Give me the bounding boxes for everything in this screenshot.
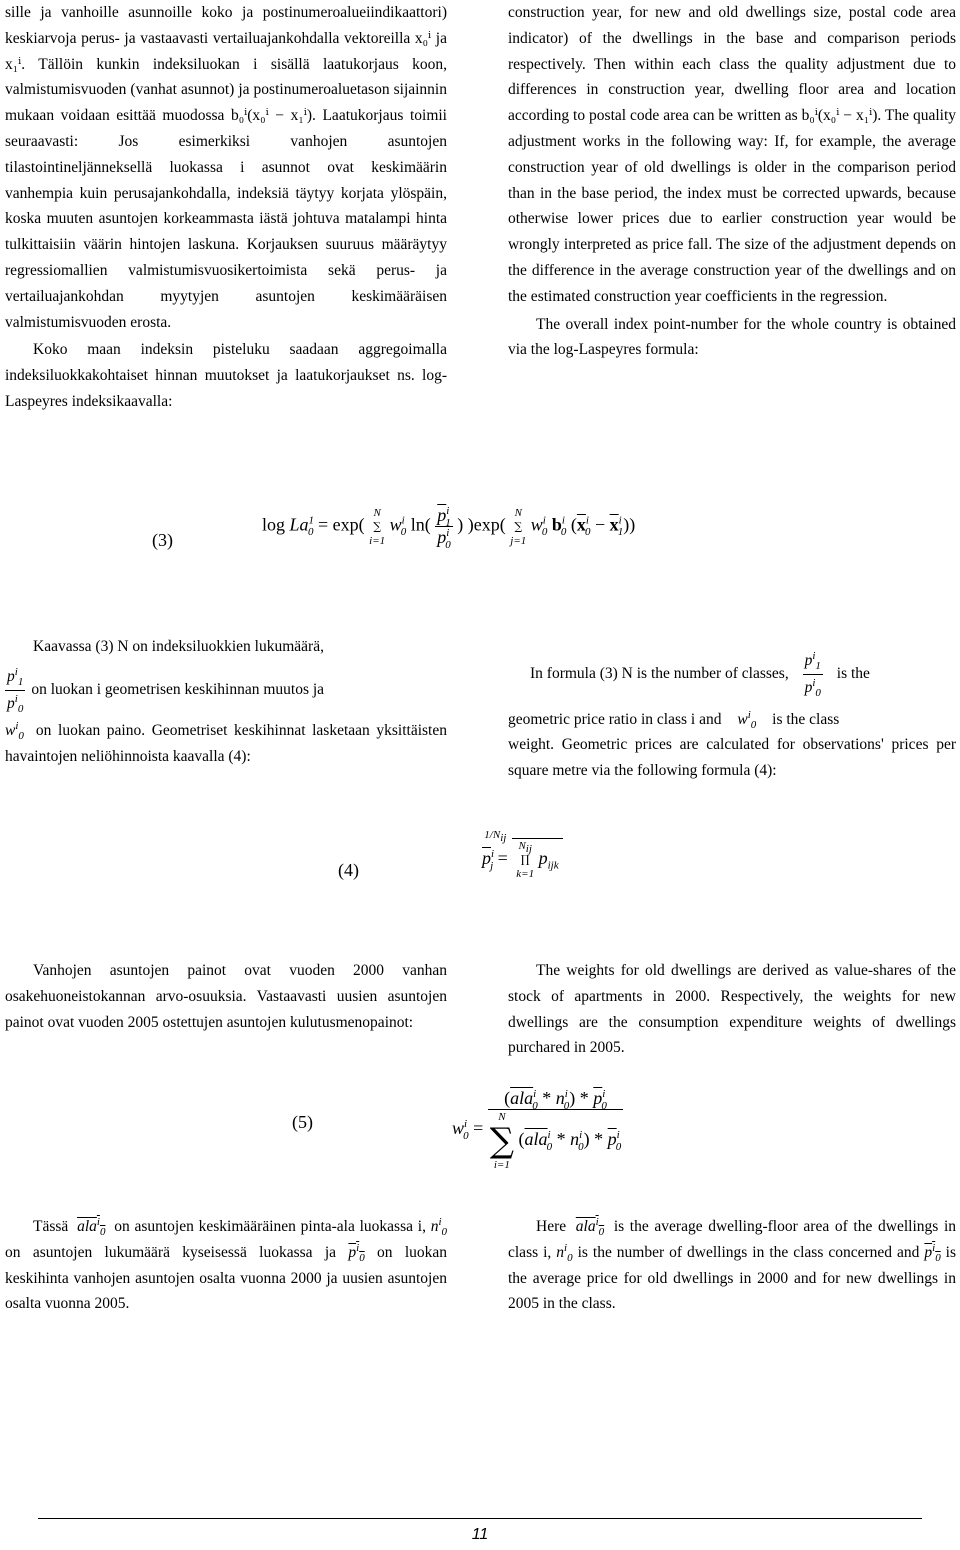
top-right-paragraph-2: The overall index point-number for the whole country is obtained via the log-Laspeyres formula: <box>508 315 956 359</box>
bottom-left-text-b: on asuntojen keskimääräinen pinta-ala luokassa i, <box>114 1218 426 1235</box>
bottom-right-text-b: is the average dwelling-floor area of the dwellings in class i, <box>508 1218 957 1261</box>
equation-4: $\overline{p}^i_j$ = $1/N_{ij}$ $N_{ij}$ ∏ k=1 $p_{ijk}$ <box>482 838 563 881</box>
bottom-left-text-a: Tässä <box>33 1218 69 1235</box>
bottom-left-column: Tässä ala$^i_0$ on asuntojen keskimääräinen pinta-ala luokassa i, $n^i_0$ on asuntojen lukumäärä kyseisessä luokassa ja $p^i_0$ on luokan keskihinta vanhojen asuntojen osalta vuonna 2000 ja uusien asuntojen osalta vuonna 2005. <box>5 1215 448 1313</box>
low-right-paragraph-1: The weights for old dwellings are derived as value-shares of the stock of apartments in 2000. Respectively, the weights for new dwellings are the consumption expenditure weights of dwellings purchared in 2005. <box>508 962 956 1057</box>
mid-right-paragraph-2: geometric price ratio in class i and <box>508 710 722 728</box>
equation-3-label: (3) <box>152 530 173 550</box>
mid-right-paragraph-1b: is the <box>836 664 870 682</box>
mid-left-paragraph-3: on luokan paino. Geometriset keskihinnat lasketaan yksittäisten havaintojen neliöhinnoista kaavalla (4): <box>5 722 447 766</box>
bottom-right-column: Here ala$^i_0$ is the average dwelling-floor area of the dwellings in class i, $n^i_0$ is the number of dwellings in the class concerned and $p^i_0$ is the average price for old dwellings in 2000 and for new dwellings in 2005 in the class. <box>508 1215 957 1313</box>
top-left-column <box>5 0 447 415</box>
sum-symbol-2: N ∑ j=1 <box>510 506 527 547</box>
bottom-left-text-d: on luokan keskihinta vanhojen asuntojen osalta vuonna 2000 ja uusien asuntojen osalta vuonna 2005. <box>5 1243 448 1313</box>
top-right-paragraph-1: construction year, for new and old dwellings size, postal code area indicator) of the dwellings in the base and comparison periods respectively. Then within each class the quality adjustment due to differences in construction year, dwelling floor area and location according to postal code area can be written as b₀ⁱ(x₀ⁱ − x₁ⁱ). The quality adjustment works in the following way: If, for example, the average construction year of old dwellings is older in the comparison period than in the base period, the index must be corrected upwards, because otherwise lower prices due to earlier construction year would be wrongly interpreted as price fall. The size of the adjustment depends on the difference in the average construction year of the dwellings and on the estimated construction year coefficients in the regression. <box>508 4 956 305</box>
mid-left-paragraph-1: Kaavassa (3) N on indeksiluokkien lukumäärä, <box>33 638 324 655</box>
equation-3: $\log La^1_0 = \exp$( N ∑ i=1 $w^i_0$ ln( $\frac{\overline{p}^i_1}{\overline{p}^i_0}$ ) )exp( N ∑ j=1 $w^i_0$ $b^i_0$ $(\overline{x}^i_0 - \overline{x}^i_1)$) <box>262 505 636 551</box>
sum-symbol: N ∑ i=1 <box>369 506 386 547</box>
bottom-right-text-d: is the average price for old dwellings in 2000 and for new dwellings in 2005 in the class. <box>508 1243 957 1313</box>
equation-5: $w^i_0$ = $(\overline{ala}^i_0 * n^i_0) * \overline{p}^i_0$ N ∑ i=1 $(\overline{ala}^i_0 * n^i_0) * \overline{p}^i_0$ <box>452 1088 622 1171</box>
equation-5-label: (5) <box>292 1112 313 1132</box>
top-left-paragraph-2: Koko maan indeksin pisteluku saadaan aggregoimalla indeksiluokkakohtaiset hinnan muutokset ja laatukorjaukset ns. log-Laspeyres indeksikaavalla: <box>5 341 447 410</box>
mid-right-column: In formula (3) N is the number of classes, $\frac{p^i_1}{p^i_0}$ is the geometric price ratio in class i and $w^i_0$ is the class weight. Geometric prices are calculated for observations' prices per square metre via the following formula (4): <box>508 648 956 784</box>
bottom-left-text-c: on asuntojen lukumäärä kyseisessä luokassa ja <box>5 1243 337 1261</box>
top-right-column <box>508 0 956 363</box>
low-left-paragraph-1: Vanhojen asuntojen painot ovat vuoden 2000 vanhan osakehuoneistokannan arvo-osuuksia. Vastaavasti uusien asuntojen painot ovat vuoden 2005 ostettujen asuntojen kulutusmenopainot: <box>5 962 447 1031</box>
page-number: 11 <box>471 1526 489 1543</box>
low-left-column <box>5 958 447 1035</box>
bottom-right-text-a: Here <box>536 1218 567 1235</box>
bottom-right-text-c: is the number of dwellings in the class concerned and <box>577 1243 920 1261</box>
top-left-paragraph-1: sille ja vanhoille asunnoille koko ja postinumeroalueiindikaattori) keskiarvoja perus- ja vastaavasti vertailuajankohdalla vektoreilla x₀ⁱ ja x₁ⁱ. Tällöin kunkin indeksiluokan i sisällä laatukorjaus koon, valmistumisvuoden (vanhat asunnot) ja postinumeroaluetason sijainnin mukaan voidaan esittää muodossa b₀ⁱ(x₀ⁱ − x₁ⁱ). Laatukorjaus toimii seuraavasti: Jos esimerkiksi vanhojen asuntojen tilastointineljänneksellä luokassa i asunnot ovat keskimäärin vanhempia kuin perusajankohdalla, indeksiä täytyy korjata ylöspäin, koska muuten asuntojen korkeammasta iästä johtuva matalampi hinta tulkittaisiin väärin hintojen laskuna. Korjauksen suuruus määräytyy regressiomallien valmistumisvuosikertoimista sekä perus- ja vertailuajankohdan myytyjen asuntojen keskimääräisen valmistumisvuoden erosta. <box>5 4 447 331</box>
mid-right-paragraph-3: weight. Geometric prices are calculated for observations' prices per square metre via the following formula (4): <box>508 736 956 780</box>
mid-left-column: Kaavassa (3) N on indeksiluokkien lukumäärä, $\frac{p^i_1}{p^i_0}$ on luokan i geometrisen keskihinnan muutos ja $w^i_0$ on luokan paino. Geometriset keskihinnat lasketaan yksittäisten havaintojen neliöhinnoista kaavalla (4): <box>5 634 447 770</box>
footer-rule <box>38 1518 922 1519</box>
mid-left-paragraph-2: on luokan i geometrisen keskihinnan muutos ja <box>31 680 325 698</box>
mid-right-paragraph-1: In formula (3) N is the number of classes, <box>530 664 789 682</box>
mid-right-paragraph-2b: is the class <box>772 710 840 728</box>
equation-4-label: (4) <box>338 860 359 880</box>
low-right-column <box>508 958 956 1061</box>
